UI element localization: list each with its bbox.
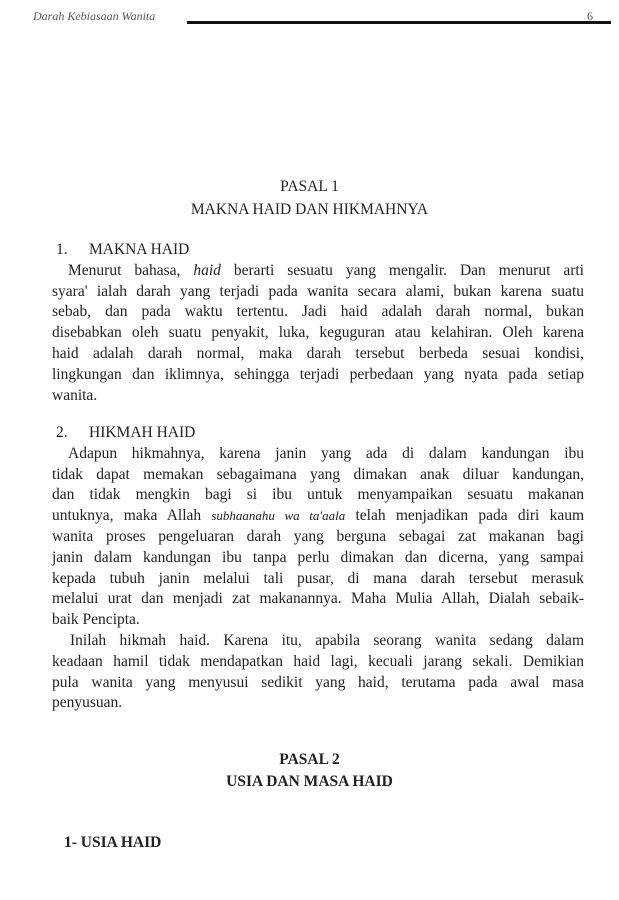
text-line: lingkungan dan iklimnya, sehingga terjadi perbedaan yang nyata pada setiap — [52, 365, 584, 383]
text-line: baik Pencipta. — [52, 611, 140, 629]
text-line: kepada tubuh janin melalui tali pusar, di mana darah tersebut merasuk — [52, 569, 584, 587]
text-line: pula wanita yang menyusui sedikit yang haid, terutama pada awal masa — [52, 673, 584, 691]
text-line: sebab, dan pada waktu tertentu. Jadi haid adalah darah normal, bukan — [52, 303, 584, 321]
section-2-heading — [52, 423, 584, 444]
text-line — [52, 506, 584, 527]
chapter-1-title: MAKNA HAID DAN HIKMAHNYA — [190, 201, 429, 218]
section-title: MAKNA HAID — [89, 241, 190, 258]
text-line: tidak dapat memakan sebagaimana yang dimakan anak diluar kandungan, — [52, 465, 584, 483]
text-line: penyusuan. — [52, 694, 123, 712]
section-title: HIKMAH HAID — [89, 424, 196, 441]
text-line: Adapun hikmahnya, karena janin yang ada di dalam kandungan ibu — [68, 444, 584, 462]
text-line: haid adalah darah normal, maka darah tersebut berbeda sesuai kondisi, — [52, 344, 584, 362]
running-header — [33, 9, 593, 27]
section-usia-haid-heading: 1- USIA HAID — [64, 834, 162, 851]
text-run: Menurut bahasa, — [68, 261, 194, 279]
text-line: melalui urat dan menjadi zat makanannya. Maha Mulia Allah, Dialah sebaik- — [52, 590, 584, 608]
chapter-2-label: PASAL 2 — [279, 751, 340, 768]
page-number: 6 — [587, 9, 593, 23]
text-line — [52, 261, 584, 282]
text-line: disebabkan oleh suatu penyakit, luka, keguguran atau kelahiran. Oleh karena — [52, 324, 584, 342]
chapter-1-label: PASAL 1 — [280, 178, 339, 195]
text-line: syara' ialah darah yang terjadi pada wanita secara alami, bukan karena suatu — [52, 282, 584, 300]
chapter-2-title: USIA DAN MASA HAID — [226, 773, 393, 790]
section-number: 1. — [56, 241, 68, 258]
section-1-heading — [52, 240, 584, 261]
text-run: telah menjadikan pada diri kaum — [345, 507, 585, 525]
section-number: 2. — [56, 424, 68, 441]
header-rule — [187, 21, 611, 24]
header-title: Darah Kebiasaan Wanita — [33, 9, 156, 23]
text-line: wanita. — [52, 386, 98, 404]
text-line: janin dalam kandungan ibu tanpa perlu dimakan dan dicerna, yang sampai — [52, 548, 584, 566]
text-run: berarti sesuatu yang mengalir. Dan menurut arti — [220, 261, 584, 279]
text-line: Inilah hikmah haid. Karena itu, apabila seorang wanita sedang dalam — [70, 631, 584, 649]
text-line: keadaan hamil tidak mendapatkan haid lagi, kecuali jarang sekali. Demikian — [52, 652, 584, 670]
text-line: wanita proses pengeluaran darah yang berguna sebagai zat makanan bagi — [52, 527, 584, 545]
italic-term: subhaanahu wa ta'aala — [211, 508, 346, 524]
text-line: dan tidak mengkin bagi si ibu untuk menyampaikan sesuatu makanan — [52, 486, 584, 504]
text-run: untuknya, maka Allah — [52, 507, 212, 525]
section-1 — [52, 240, 584, 406]
section-2 — [52, 423, 584, 714]
italic-term: haid — [193, 261, 221, 279]
